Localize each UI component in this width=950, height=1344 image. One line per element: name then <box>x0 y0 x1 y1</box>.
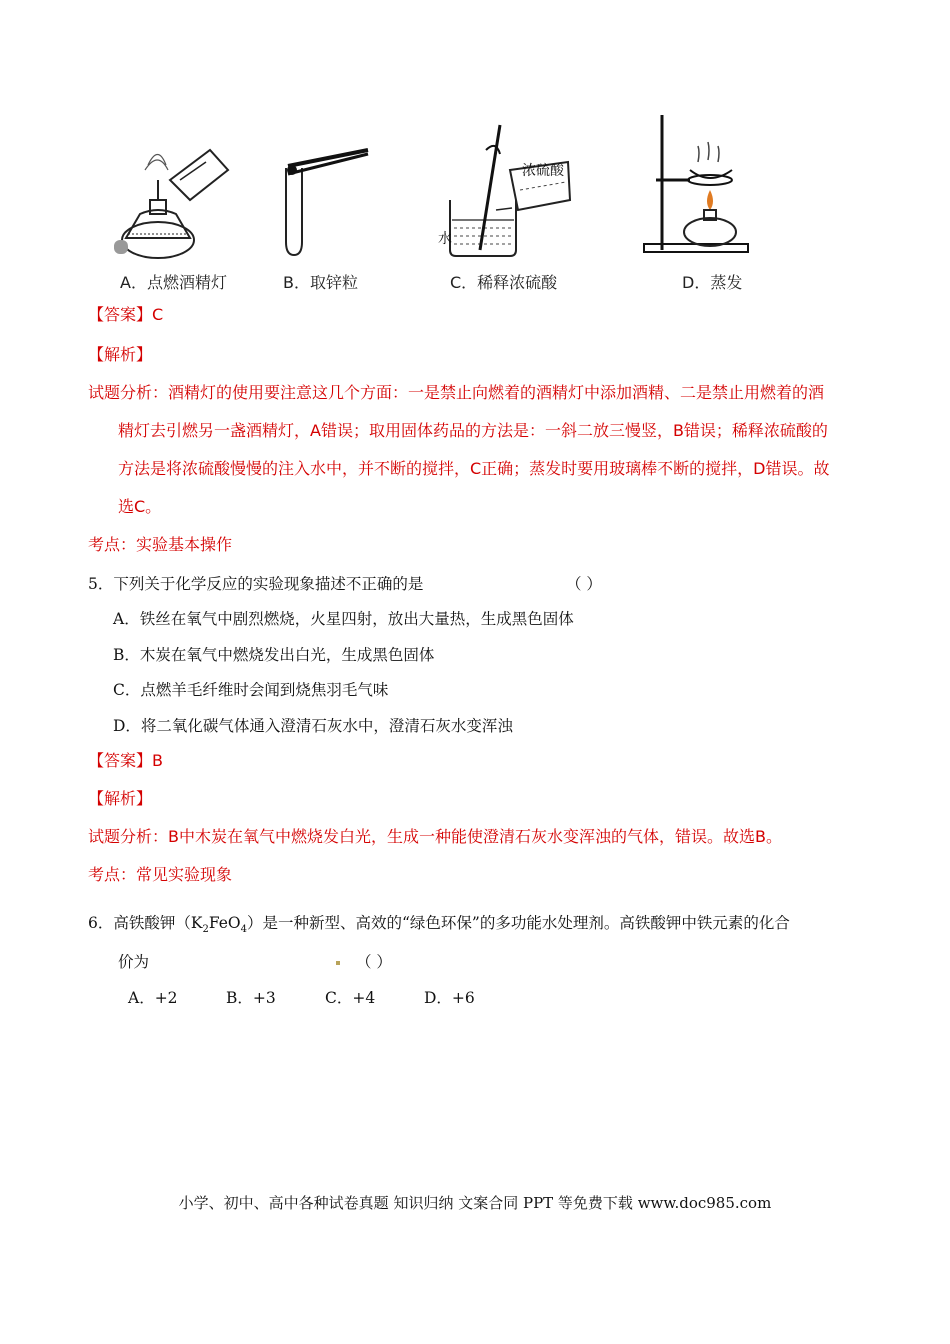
q4-analysis-title: 【解析】 <box>88 345 153 364</box>
q5-analysis: 试题分析：B中木炭在氧气中燃烧发白光，生成一种能使澄清石灰水变浑浊的气体，错误。故选B。 <box>88 827 782 846</box>
q4-analysis-line-3: 方法是将浓硫酸慢慢的注入水中，并不断的搅拌，C正确；蒸发时要用玻璃棒不断的搅拌，D错误。故 <box>118 459 830 478</box>
q5-stem: 5．下列关于化学反应的实验现象描述不正确的是 <box>88 575 424 593</box>
q5-analysis-title: 【解析】 <box>88 789 153 808</box>
q5-bracket: （ ） <box>566 575 602 593</box>
figure-a-lighting-lamp <box>110 110 240 265</box>
q6-stem <box>88 911 790 935</box>
figure-d-caption: D．蒸发 <box>682 273 743 292</box>
q5-option-c: C．点燃羊毛纤维时会闻到烧焦羽毛气味 <box>113 681 389 699</box>
q6-bracket: （ ） <box>356 953 392 971</box>
q5-answer: 【答案】B <box>88 751 163 770</box>
figure-d-evaporation <box>640 110 760 265</box>
acid-label: 浓硫酸 <box>522 163 564 179</box>
q5-option-b: B．木炭在氧气中燃烧发出白光，生成黑色固体 <box>113 646 435 664</box>
figure-b-caption: B．取锌粒 <box>283 273 358 292</box>
q6-stem-c: ）是一种新型、高效的“绿色环保”的多功能水处理剂。高铁酸钾中铁元素的化合 <box>247 914 790 932</box>
figure-c-diluting-acid <box>440 110 580 265</box>
figure-a-caption: A．点燃酒精灯 <box>120 273 227 292</box>
water-label: 水 <box>438 231 452 247</box>
q6-sub-1: 2 <box>202 924 209 936</box>
q6-option-c: C．+4 <box>325 989 376 1007</box>
dot-mark <box>336 961 340 965</box>
footer-text: 小学、初中、高中各种试卷真题 知识归纳 文案合同 PPT 等免费下载 www.doc985.com <box>178 1194 772 1212</box>
q4-analysis-line-2: 精灯去引燃另一盏酒精灯，A错误；取用固体药品的方法是：一斜二放三慢竖，B错误；稀释浓硫酸的 <box>118 421 828 440</box>
q6-stem-b: FeO <box>208 914 241 932</box>
q6-option-a: A．+2 <box>128 989 178 1007</box>
q4-kaodian: 考点：实验基本操作 <box>88 535 233 554</box>
figure-b-zinc-pellet <box>278 110 378 265</box>
figure-c-caption: C．稀释浓硫酸 <box>450 273 558 292</box>
q6-stem-line-2: 价为 <box>118 953 150 971</box>
q6-option-d: D．+6 <box>424 989 475 1007</box>
q4-answer: 【答案】C <box>88 305 164 324</box>
q5-option-d: D．将二氧化碳气体通入澄清石灰水中，澄清石灰水变浑浊 <box>113 717 513 735</box>
q5-kaodian: 考点：常见实验现象 <box>88 865 233 884</box>
q6-stem-a: 6．高铁酸钾（K <box>88 914 203 932</box>
q4-analysis-line-1: 试题分析：酒精灯的使用要注意这几个方面：一是禁止向燃着的酒精灯中添加酒精、二是禁止用燃着的酒 <box>88 383 825 402</box>
q4-analysis-line-4: 选C。 <box>118 497 162 516</box>
q5-option-a: A．铁丝在氧气中剧烈燃烧，火星四射，放出大量热，生成黑色固体 <box>113 610 574 628</box>
q6-sub-2: 4 <box>240 924 247 936</box>
q6-option-b: B．+3 <box>226 989 276 1007</box>
